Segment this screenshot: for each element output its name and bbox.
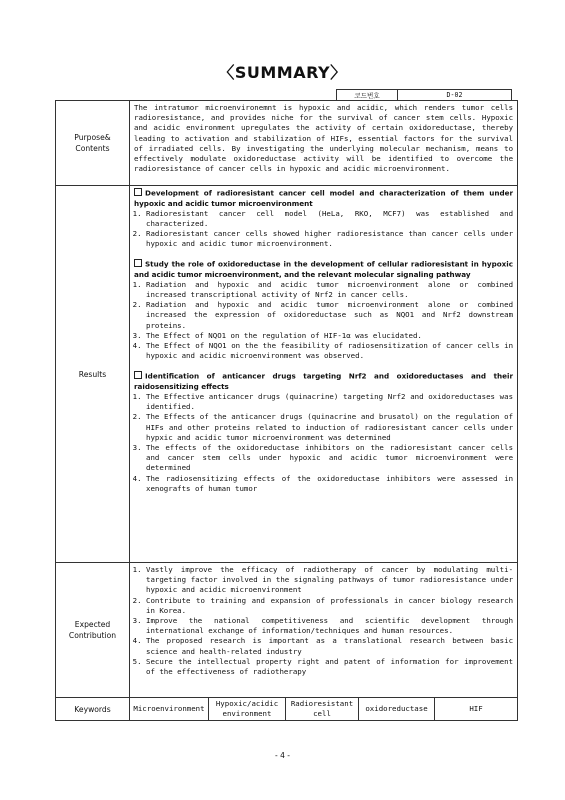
checkbox-icon xyxy=(134,259,142,267)
keyword-cell: Microenvironment xyxy=(130,698,209,721)
purpose-text: The intratumor microenvironemnt is hypoxic and acidic, which renders tumor cells radioresistance, and provides niche for the survival of cancer stem cells. Hypoxic and acidic environment upregulates the activity of certain oxidoreductase, thereby leading to activation and stabilization of HIFs, essential factors for the survival of irradiated cells. By investigating the underlying molecular mechanism, means to effectively modulate oxidoreductase activity will be identified to overcome the radioresistance of cancer cells in hypoxic and acidic microenvironment. xyxy=(130,101,518,186)
list-item: 1. Radiation and hypoxic and acidic tumor microenvironment alone or combined increased transcriptional activity of Nrf2 in cancer cells. xyxy=(146,280,513,300)
results-section-2 xyxy=(134,259,513,361)
results-section-3-title: Identification of anticancer drugs targeting Nrf2 and oxidoreductases and their raidosensitizing effects xyxy=(134,371,514,391)
summary-table xyxy=(55,100,518,721)
purpose-label-line2: Contents xyxy=(75,144,110,153)
list-item: 5. Secure the intellectual property right and patent of information for improvement of the effectiveness of radiotherapy xyxy=(146,657,513,677)
list-item: 1. Radioresistant cancer cell model (HeLa, RKO, MCF7) was established and characterized. xyxy=(146,209,513,229)
results-content xyxy=(130,186,518,563)
list-item: 4. The Effect of NQO1 on the the feasibility of radiosensitization of cancer cells in hypoxic and acidic microenvironment was observed. xyxy=(146,341,513,361)
keyword-cell: Hypoxic/acidic environment xyxy=(209,698,286,721)
results-section-1-title: Development of radioresistant cancer cell model and characterization of them under hypoxic and acidic tumor microenvironment xyxy=(134,188,514,208)
purpose-row xyxy=(56,101,518,186)
results-label: Results xyxy=(56,186,130,563)
keyword-cell: oxidoreductase xyxy=(359,698,435,721)
list-item: 3. The Effect of NQO1 on the regulation of HIF-1α was elucidated. xyxy=(146,331,513,341)
list-item: 1. Vastly improve the efficacy of radiotherapy of cancer by modulating multi-targeting factor involved in the signaling pathways of tumor radioresistance under hypoxic and acidic microenvironment xyxy=(146,565,513,596)
expected-label xyxy=(56,563,130,698)
list-item: 4. The proposed research is important as a translational research between basic science and health-related industry xyxy=(146,636,513,656)
expected-row xyxy=(56,563,518,698)
list-item: 4. The radiosensitizing effects of the oxidoreductase inhibitors were assessed in xenografts of human tumor xyxy=(146,474,513,494)
keyword-cell: HIF xyxy=(435,698,518,721)
checkbox-icon xyxy=(134,188,142,196)
list-item: 1. The Effective anticancer drugs (quinacrine) targeting Nrf2 and oxidoreductases was identified. xyxy=(146,392,513,412)
keyword-cell: Radioresistant cell xyxy=(286,698,359,721)
results-section-3 xyxy=(134,371,513,494)
list-item: 2. The Effects of the anticancer drugs (quinacrine and brusatol) on the regulation of HIFs and other proteins related to induction of radioresistant cancer cells under hypxic and acidic tumor microenvironment was determined xyxy=(146,412,513,443)
purpose-label xyxy=(56,101,130,186)
list-item: 2. Radioresistant cancer cells showed higher radioresistance than cancer cells under hypoxic and acidic tumor microenvironment. xyxy=(146,229,513,249)
list-item: 2. Contribute to training and expansion of professionals in cancer biology research in Korea. xyxy=(146,596,513,616)
expected-label-line2: Contribution xyxy=(68,631,117,640)
code-number-label: 코드번호 xyxy=(337,90,398,101)
results-section-2-title: Study the role of oxidoreductase in the development of cellular radioresistant in hypoxic and acidic tumor microenvironment, and the relevant molecular signaling pathway xyxy=(134,259,514,279)
purpose-label-line1: Purpose& xyxy=(74,133,111,142)
expected-label-line1: Expected xyxy=(74,620,111,629)
page-number: - 4 - xyxy=(275,751,290,760)
expected-content xyxy=(130,563,518,698)
summary-title: 〈SUMMARY〉 xyxy=(218,63,347,82)
results-section-1 xyxy=(134,188,513,249)
keywords-row xyxy=(56,698,518,721)
code-number-value: D-02 xyxy=(398,90,512,101)
list-item: 2. Radiation and hypoxic and acidic tumor microenvironment alone or combined increased the expression of oxidoreductase such as NQO1 and Nrf2 downstream proteins. xyxy=(146,300,513,331)
list-item: 3. Improve the national competitiveness and scientific development through international exchange of information/techniques and human resources. xyxy=(146,616,513,636)
list-item: 3. The effects of the oxidoreductase inhibitors on the radioresistant cancer cells and cancer stem cells under hypoxic and acidic tumor microenvironment were determined xyxy=(146,443,513,474)
checkbox-icon xyxy=(134,371,142,379)
keywords-label: Keywords xyxy=(56,698,130,721)
results-row xyxy=(56,186,518,563)
